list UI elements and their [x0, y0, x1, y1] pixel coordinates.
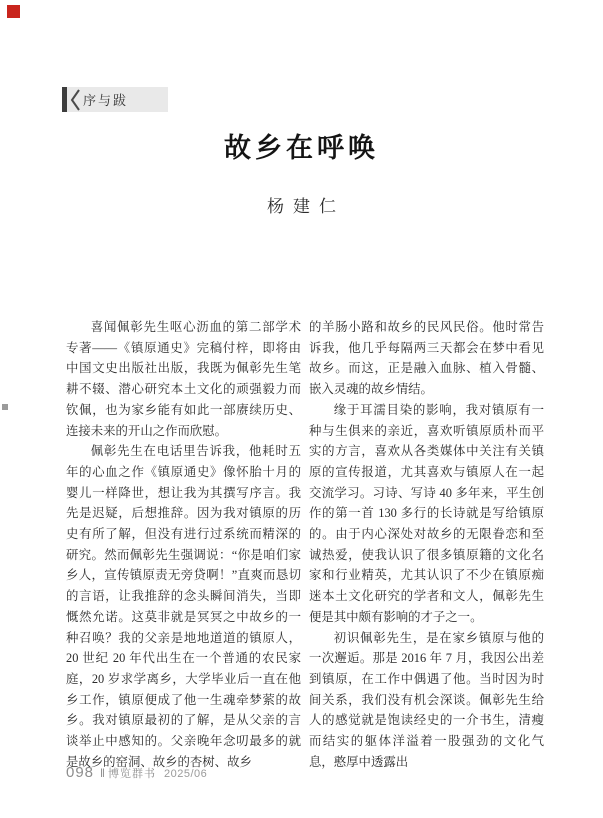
- footer-separator: ‖: [100, 766, 105, 780]
- paragraph: 初识佩彰先生，是在家乡镇原与他的一次邂逅。那是 2016 年 7 月，我因公出差到镇原，在工作中偶遇了他。当时因为时间关系，我们没有机会深谈。佩彰先生给人的感觉就是饱读经史的一介书生，清瘦而结实的躯体洋溢着一股强劲的文化气息，憨厚中透露出: [309, 630, 544, 769]
- spine-mark: [2, 404, 8, 410]
- journal-name: 博览群书: [108, 768, 156, 780]
- issue-number: 2025/06: [164, 768, 208, 780]
- page-number: 098: [66, 764, 95, 781]
- paragraph: 缘于耳濡目染的影响，我对镇原有一种与生俱来的亲近，喜欢听镇原质朴而平实的方言，喜欢从各类媒体中关注有关镇原的宣传报道，尤其喜欢与镇原人在一起交流学习。习诗、写诗 40 多年来，平生创作的第一首 130 多行的长诗就是写给镇原的。由于内心深处对故乡的无限眷恋和至诚热爱，使我认识了很多镇原籍的文化名家和行业精英，尤其认识了不少在镇原痴迷本土文化研究的学者和文人，佩彰先生便是其中颇有影响的才子之一。: [309, 402, 544, 624]
- section-tag-bar: [62, 87, 67, 112]
- text-column-left: [66, 317, 301, 772]
- paragraph: 喜闻佩彰先生呕心沥血的第二部学术专著——《镇原通史》完稿付梓，即将由中国文史出版社出版，我既为佩彰先生笔耕不辍、潜心研究本土文化的顽强毅力而钦佩，也为家乡能有如此一部赓续历史、连接未来的开山之作而欣慰。: [66, 320, 301, 438]
- left-angle-bracket-icon: [70, 88, 80, 112]
- page-footer: [66, 764, 207, 781]
- text-column-right: [309, 317, 544, 772]
- red-corner-marker: [7, 5, 20, 18]
- section-tag-label: 序与跋: [83, 93, 129, 108]
- article-author: 杨建仁: [267, 197, 345, 216]
- article-title: 故乡在呼唤: [224, 133, 379, 163]
- section-tag: [62, 87, 168, 112]
- paragraph-continuation: 的羊肠小路和故乡的民风民俗。他时常告诉我，他几乎每隔两三天都会在梦中看见故乡。而这，正是融入血脉、植入骨髓、嵌入灵魂的故乡情结。: [309, 320, 544, 397]
- paragraph: 佩彰先生在电话里告诉我，他耗时五年的心血之作《镇原通史》像怀胎十月的婴儿一样降世，想让我为其撰写序言。我先是迟疑，后想推辞。因为我对镇原的历史有所了解，但没有进行过系统而精深的研究。然而佩彰先生强调说：“你是咱们家乡人，宣传镇原责无旁贷啊！”直爽而恳切的言语，让我推辞的念头瞬间消失，当即慨然允诺。这莫非就是冥冥之中故乡的一种召唤？我的父亲是地地道道的镇原人，20 世纪 20 年代出生在一个普通的农民家庭，20 岁求学离乡，大学毕业后一直在他乡工作，镇原便成了他一生魂牵梦萦的故乡。我对镇原最初的了解，是从父亲的言谈举止中感知的。父亲晚年念叨最多的就是故乡的窑洞、故乡的杏树、故乡: [66, 444, 301, 769]
